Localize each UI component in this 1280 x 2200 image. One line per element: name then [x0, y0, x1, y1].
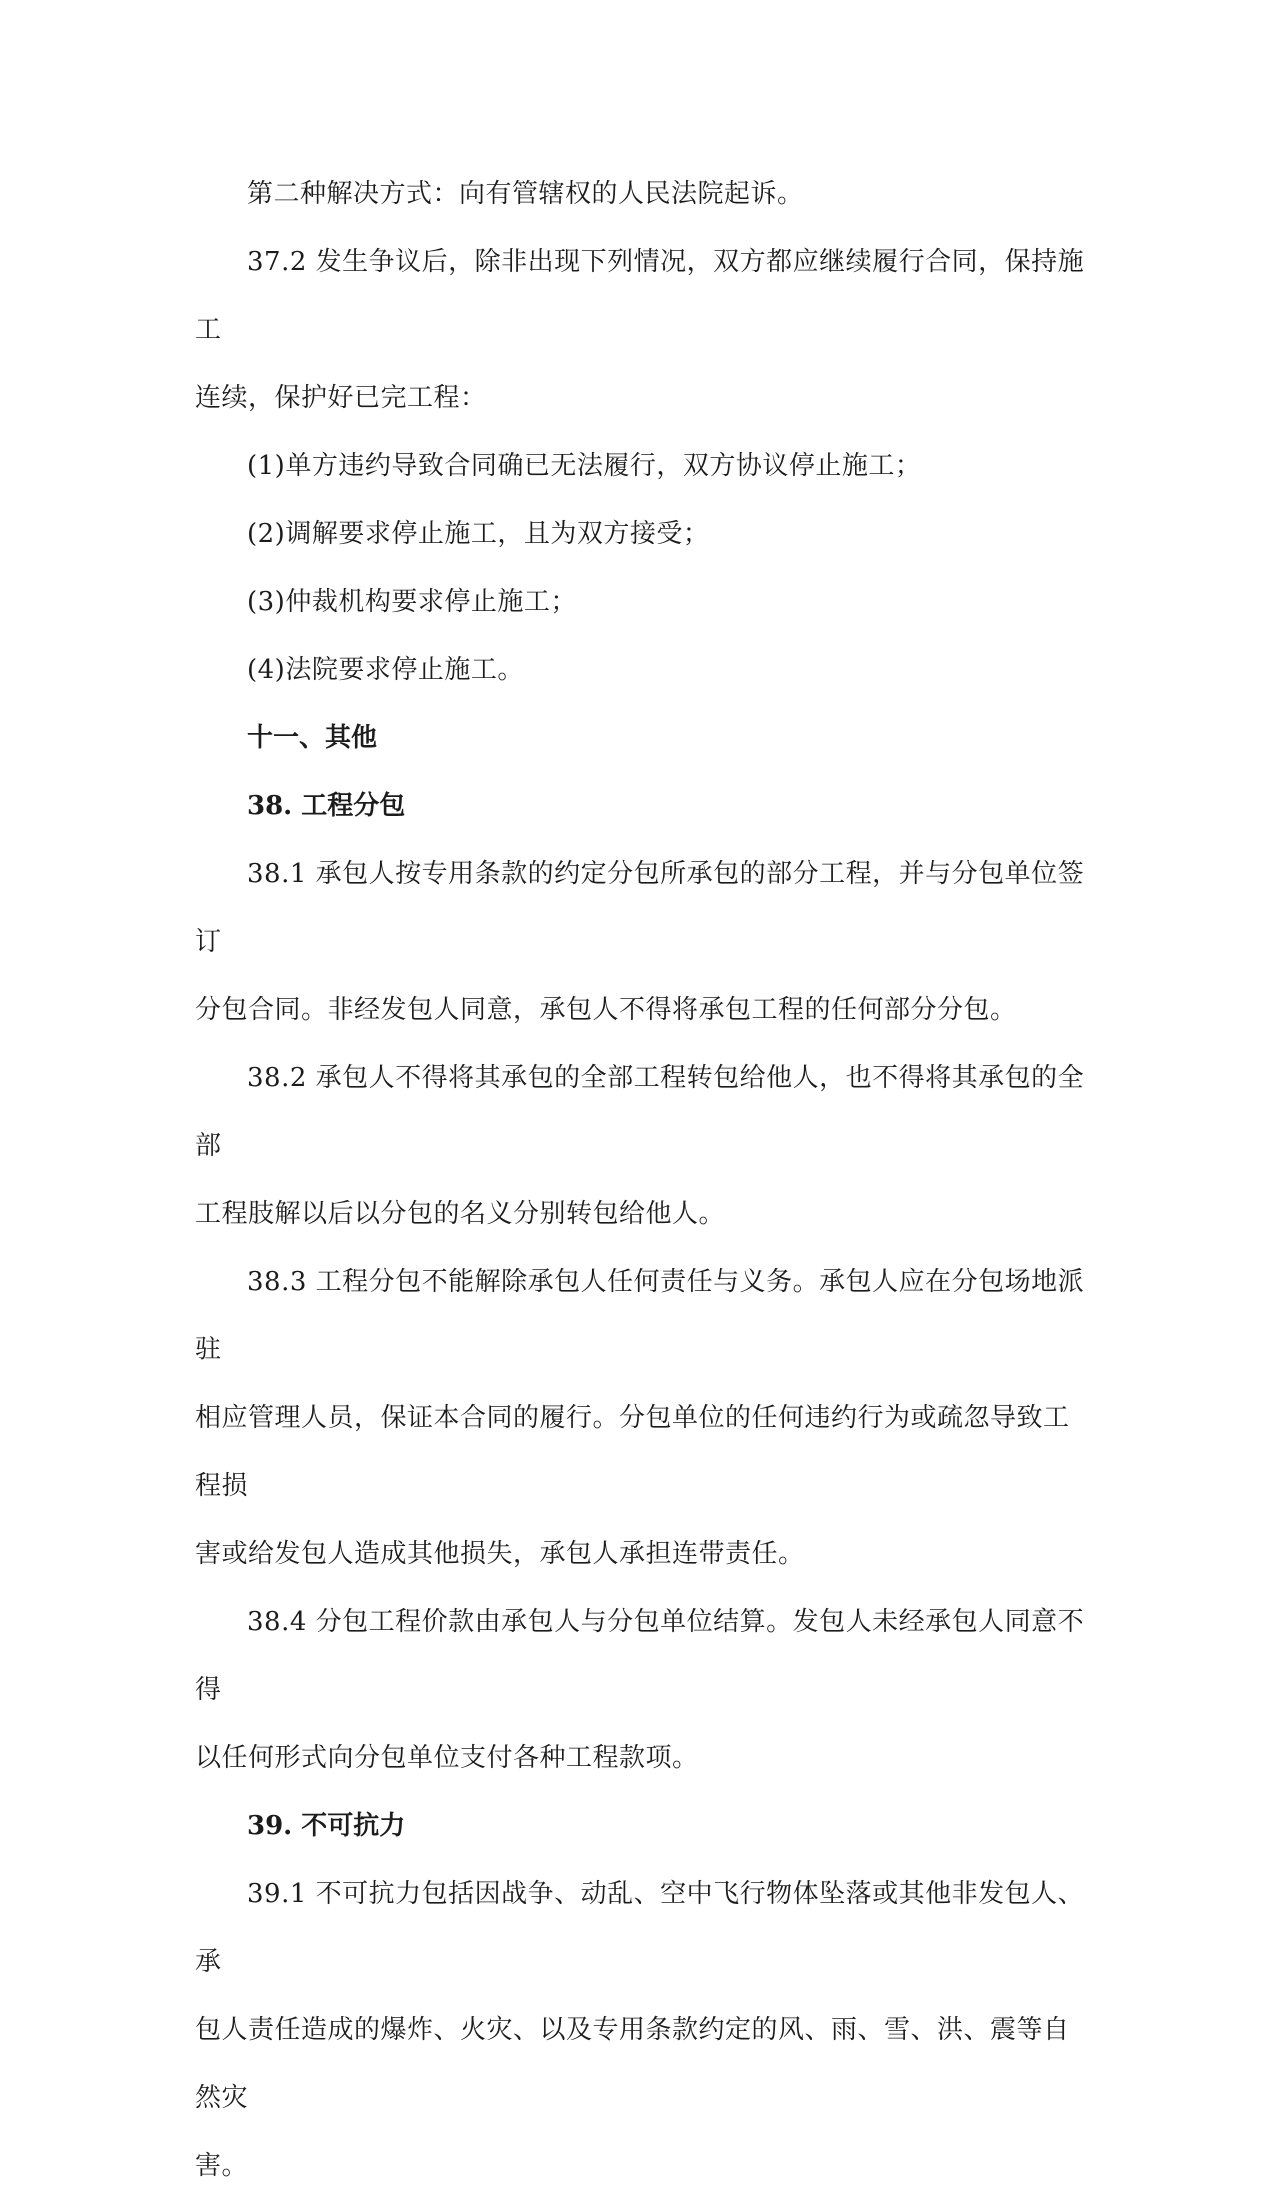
paragraph-37-2	[195, 228, 1095, 432]
heading-text: 38. 工程分包	[247, 791, 406, 821]
text-line: 38.4 分包工程价款由承包人与分包单位结算。发包人未经承包人同意不得	[195, 1607, 1085, 1705]
text-line: 害或给发包人造成其他损失，承包人承担连带责任。	[195, 1539, 805, 1569]
paragraph-item-2	[195, 500, 1095, 568]
paragraph-38-2	[195, 1044, 1095, 1248]
text-line: 工程肢解以后以分包的名义分别转包给他人。	[195, 1199, 726, 1229]
text-line: (2)调解要求停止施工，且为双方接受；	[247, 519, 710, 549]
text-line: 37.2 发生争议后，除非出现下列情况，双方都应继续履行合同，保持施工	[195, 247, 1085, 345]
paragraph-item-1	[195, 432, 1095, 500]
document-body	[195, 160, 1095, 2200]
text-line: 相应管理人员，保证本合同的履行。分包单位的任何违约行为或疏忽导致工程损	[195, 1403, 1070, 1501]
text-line: 38.3 工程分包不能解除承包人任何责任与义务。承包人应在分包场地派驻	[195, 1267, 1085, 1365]
heading-text: 十一、其他	[247, 723, 378, 753]
text-line: 分包合同。非经发包人同意，承包人不得将承包工程的任何部分分包。	[195, 995, 1017, 1025]
text-line: 39.1 不可抗力包括因战争、动乱、空中飞行物体坠落或其他非发包人、承	[195, 1879, 1085, 1977]
paragraph-39-1	[195, 1860, 1095, 2200]
text-line: 包人责任造成的爆炸、火灾、以及专用条款约定的风、雨、雪、洪、震等自然灾	[195, 2015, 1070, 2113]
text-line: 38.2 承包人不得将其承包的全部工程转包给他人，也不得将其承包的全部	[195, 1063, 1085, 1161]
section-heading-38	[195, 772, 1095, 840]
text-line: (4)法院要求停止施工。	[247, 655, 524, 685]
paragraph-38-3	[195, 1248, 1095, 1588]
text-line: 38.1 承包人按专用条款的约定分包所承包的部分工程，并与分包单位签订	[195, 859, 1085, 957]
heading-text: 39. 不可抗力	[247, 1811, 406, 1841]
text-line: (3)仲裁机构要求停止施工；	[247, 587, 577, 617]
paragraph-38-1	[195, 840, 1095, 1044]
text-line: 连续，保护好已完工程：	[195, 383, 487, 413]
section-heading-39	[195, 1792, 1095, 1860]
paragraph-item-3	[195, 568, 1095, 636]
text-line: (1)单方违约导致合同确已无法履行，双方协议停止施工；	[247, 451, 922, 481]
paragraph-item-4	[195, 636, 1095, 704]
text-line: 害。	[195, 2151, 249, 2181]
section-heading-eleven	[195, 704, 1095, 772]
text-line: 第二种解决方式：向有管辖权的人民法院起诉。	[247, 179, 804, 209]
paragraph-38-4	[195, 1588, 1095, 1792]
text-line: 以任何形式向分包单位支付各种工程款项。	[195, 1743, 699, 1773]
paragraph-dispute-option-two	[195, 160, 1095, 228]
